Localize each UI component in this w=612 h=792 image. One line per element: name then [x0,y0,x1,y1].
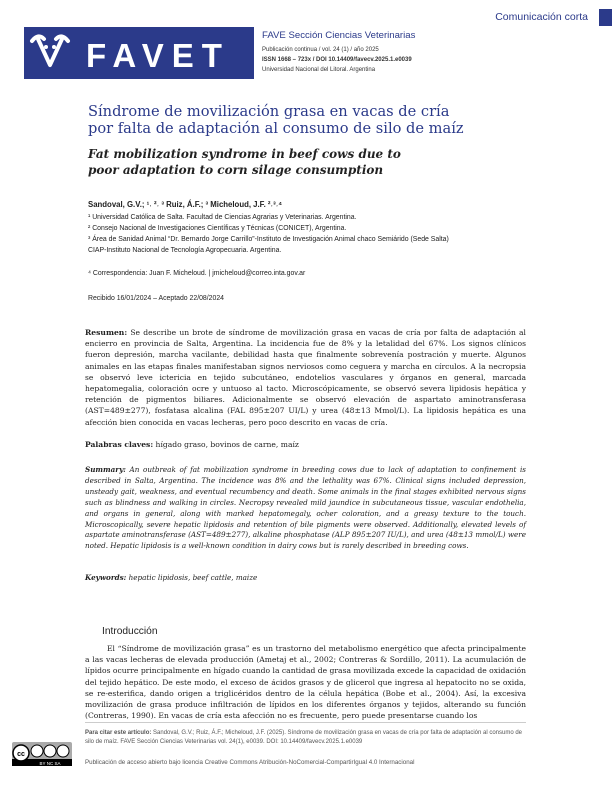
article-type-label: Comunicación corta [495,11,588,23]
cc-labels: BY NC SA [39,761,61,766]
title-english: Fat mobilization syndrome in beef cows due to poor adaptation to corn silage consumption [88,147,401,177]
nc-icon [44,745,56,757]
logo-wordmark: FAVET [86,37,230,74]
favet-logo [24,27,254,79]
author-list: Sandoval, G.V.; ¹˒ ²˒ ³ Ruiz, Á.F.; ³ Micheloud, J.F. ²˒³˒⁴ [88,200,283,209]
received-accepted-dates: Recibido 16/01/2024 – Aceptado 22/08/2024 [88,295,225,302]
abstract-english: Summary: An outbreak of fat mobilization syndrome in breeding cows due to lack of adaptation to confinement is described in Salta, Argentina. The incidence was 8% and the lethality was 67%. Clinical signs included depression, unsteady gait, weakness, and eventual recumbency and death. Some animals in the final stages exhibited nervous signs such as blindness and walking in circles. Necropsy revealed mild jaundice in subcutaneous tissue, vascular endothelia, and organs in general, along with marked hepatomegaly, ocher coloration, and a greasy texture to the touch. Microscopically, severe hepatic lipidosis and retention of bile pigments were observed. Additionally, elevated levels of aspartate aminotransferase (AST=489±277), alkaline phosphatase (ALP 895±207 IU/L), and urea (48±13 mmol/L) were noted. Hepatic lipidosis is a well-known condition in dairy cows but is rarely described in breeding cows. [85,465,526,551]
publication-line: Publicación continua / vol. 24 (1) / año 2025 [262,47,379,53]
journal-name: FAVE Sección Ciencias Veterinarias [262,30,416,41]
creative-commons-badge [12,742,72,766]
university-line: Universidad Nacional del Litoral. Argentina [262,67,376,73]
keywords-spanish: Palabras claves: hígado graso, bovinos de carne, maíz [85,440,299,449]
by-icon [31,745,43,757]
affiliation-1: ¹ Universidad Católica de Salta. Facultad de Ciencias Agrarias y Veterinarias. Argentina. [88,214,357,221]
affiliation-3: ³ Área de Sanidad Animal “Dr. Bernardo Jorge Carrillo”-Instituto de Investigación Animal chaco Semiárido (Sede Salta) [88,236,449,243]
sa-icon [57,745,69,757]
accent-square [599,9,612,26]
affiliation-2: ² Consejo Nacional de Investigaciones Científicas y Técnicas (CONICET), Argentina. [88,225,347,232]
correspondence: ⁴ Correspondencia: Juan F. Micheloud. | jmicheloud@correo.inta.gov.ar [88,270,306,277]
citation-note: Para citar este artículo: Sandoval, G.V.; Ruiz, Á.F.; Micheloud, J.F. (2025). Síndrome de movilización grasa en vacas de cría por falta de adaptación al consumo de silo de maíz. FAVE Sección Ciencias Veterinarias vol. 24(1), e0039. DOI: 10.14409/favecv.2025.1.e0039 [85,730,523,745]
footer-divider [85,722,526,723]
issn-line: ISSN 1668 – 723x / DOI 10.14409/favecv.2025.1.e0039 [262,57,412,63]
intro-paragraph: El “Síndrome de movilización grasa” es un trastorno del metabolismo energético que afecta principalmente a las vacas lecheras de elevada producción (Ametaj et al., 2002; Contreras & Sordillo, 2011). La acumulación de lípidos ocurre principalmente en hígado cuando la cantidad de grasa movilizada excede la capacidad de oxidación del tejido hepático. De este modo, el exceso de ácidos grasos y de glicerol que ingresa al hepatocito no se oxida, se re-esterifica, dando origen a triglicéridos dentro de la célula hepática (Bobe et al., 2004). Así, la excesiva movilización de grasa produce infiltración de lípidos en los diferentes órganos y tejidos, alterando su función (Contreras, 1990). En vacas de cría esta afección no es frecuente, pero puede presentarse cuando los [85,644,526,721]
abstract-spanish: Resumen: Se describe un brote de síndrome de movilización grasa en vacas de cría por falta de adaptación al encierro en provincia de Salta, Argentina. La incidencia fue de 8% y la letalidad del 67%. Los signos clínicos fueron depresión, marcha vacilante, debilidad hasta que finalmente sobrevenía postración y muerte. Algunos animales en las etapas finales manifestaban signos nerviosos como ceguera y marcha en círculos. A la necropsia se observó leve ictericia en tejido subcutáneo, endotelios vasculares y órganos en general, marcada hepatomegalia, coloración ocre y untuoso al tacto. Microscópicamente, se observó severa lipidosis hepática y retención de pigmentos biliares. Adicionalmente se observó elevación de aspartato aminotransferasa (AST=489±277), fosfatasa alcalina (FAL 895±207 UI/L) y urea (48±13 Mmol/L). La lipidosis hepática es una afección bien conocida en vacas lecheras, pero poco descrito en vacas de cría. [85,328,526,427]
title-spanish: Síndrome de movilización grasa en vacas de cría por falta de adaptación al consumo de silo de maíz [88,103,464,137]
keywords-english: Keywords: hepatic lipidosis, beef cattle, maize [85,573,258,582]
svg-text:cc: cc [17,751,25,758]
section-heading-intro: Introducción [102,626,158,637]
license-text: Publicación de acceso abierto bajo licencia Creative Commons Atribución-NoComercial-CompartirIgual 4.0 Internacional [85,759,415,766]
affiliation-3-cont: CIAP-Instituto Nacional de Tecnología Agropecuaria. Argentina. [88,247,282,254]
